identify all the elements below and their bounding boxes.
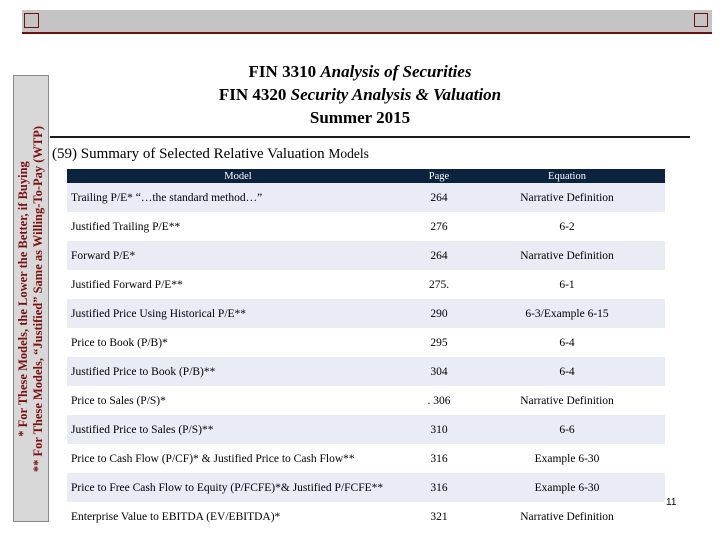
table-row	[67, 212, 665, 241]
cell-equation: 6-1	[469, 270, 665, 299]
cell-page: 316	[409, 444, 469, 473]
title-term: Summer 2015	[309, 108, 411, 127]
header-page: Page	[409, 169, 469, 183]
cell-page: 275.	[409, 270, 469, 299]
cell-equation: Narrative Definition	[469, 241, 665, 270]
cell-model: Justified Forward P/E**	[67, 270, 409, 299]
cell-model: Price to Book (P/B)*	[67, 328, 409, 357]
cell-page: 276	[409, 212, 469, 241]
cell-equation: 6-4	[469, 328, 665, 357]
cell-model: Price to Cash Flow (P/CF)* & Justified Price to Cash Flow**	[67, 444, 409, 473]
table-row	[67, 328, 665, 357]
title-course-2: FIN 4320	[218, 85, 291, 104]
title-line-1	[190, 60, 530, 83]
cell-model: Justified Price to Book (P/B)**	[67, 357, 409, 386]
right-square-ornament	[694, 13, 708, 27]
cell-equation: 6-4	[469, 357, 665, 386]
side-note-single-star: * For These Models, the Lower the Better, if Buying	[16, 160, 30, 437]
slide-title	[190, 60, 530, 129]
cell-page: 316	[409, 473, 469, 502]
table-row	[67, 444, 665, 473]
cell-model: Enterprise Value to EBITDA (EV/EBITDA)*	[67, 502, 409, 531]
cell-page: 295	[409, 328, 469, 357]
cell-model: Justified Price Using Historical P/E**	[67, 299, 409, 328]
cell-equation: 6-2	[469, 212, 665, 241]
cell-page: 304	[409, 357, 469, 386]
left-square-ornament	[24, 13, 39, 28]
title-line-2	[190, 83, 530, 106]
table-header-row	[67, 169, 665, 183]
cell-page: 264	[409, 241, 469, 270]
table-row	[67, 502, 665, 531]
section-heading	[52, 146, 369, 163]
cell-model: Price to Sales (P/S)*	[67, 386, 409, 415]
cell-model: Trailing P/E* “…the standard method…”	[67, 183, 409, 212]
cell-model: Price to Free Cash Flow to Equity (P/FCFE)*& Justified P/FCFE**	[67, 473, 409, 502]
cell-equation: Narrative Definition	[469, 183, 665, 212]
table-row	[67, 270, 665, 299]
side-notes	[16, 79, 46, 519]
table-row	[67, 415, 665, 444]
cell-page: . 306	[409, 386, 469, 415]
cell-equation: Narrative Definition	[469, 502, 665, 531]
header-model: Model	[67, 169, 409, 183]
cell-model: Forward P/E*	[67, 241, 409, 270]
title-course-1: FIN 3310	[248, 62, 321, 81]
cell-model: Justified Price to Sales (P/S)**	[67, 415, 409, 444]
title-course-1-name: Analysis of Securities	[320, 62, 472, 81]
header-equation: Equation	[469, 169, 665, 183]
cell-page: 290	[409, 299, 469, 328]
table-row	[67, 183, 665, 212]
section-heading-tail: Models	[328, 146, 369, 161]
table-row	[67, 357, 665, 386]
side-note-double-star: ** For These Models, “Justified” Same as Willing-To-Pay (WTP)	[31, 125, 45, 472]
valuation-models-table	[67, 169, 665, 531]
side-notes-bar	[13, 75, 49, 522]
table-row	[67, 473, 665, 502]
section-heading-main: (59) Summary of Selected Relative Valuation	[52, 146, 329, 162]
cell-equation: 6-3/Example 6-15	[469, 299, 665, 328]
cell-page: 264	[409, 183, 469, 212]
cell-equation: Example 6-30	[469, 444, 665, 473]
slide-number: 11	[666, 497, 677, 508]
table-row	[67, 241, 665, 270]
table-row	[67, 299, 665, 328]
cell-equation: Example 6-30	[469, 473, 665, 502]
title-divider	[50, 136, 690, 138]
top-decoration-bar	[22, 10, 712, 34]
cell-page: 310	[409, 415, 469, 444]
table-row	[67, 386, 665, 415]
title-course-2-name: Security Analysis & Valuation	[290, 85, 502, 104]
cell-equation: Narrative Definition	[469, 386, 665, 415]
cell-model: Justified Trailing P/E**	[67, 212, 409, 241]
cell-equation: 6-6	[469, 415, 665, 444]
cell-page: 321	[409, 502, 469, 531]
